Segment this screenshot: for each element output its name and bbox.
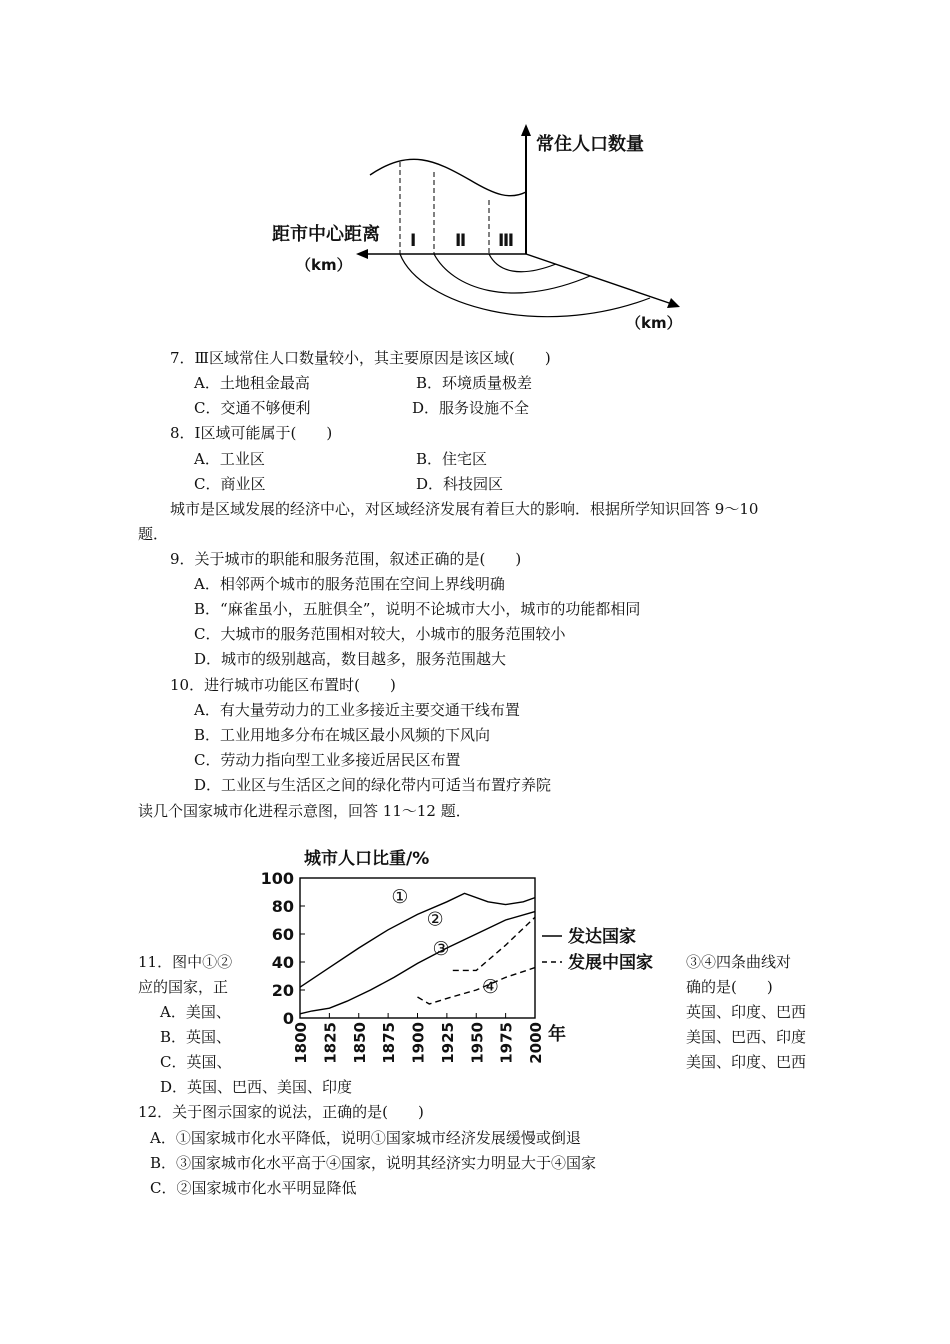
q8-option-b[interactable]: B．住宅区 [416,450,488,468]
q7-option-b[interactable]: B．环境质量极差 [416,374,533,392]
x-tick-label: 2000 [527,1022,545,1064]
q11-option-b-right[interactable]: 美国、巴西、印度 [686,1028,807,1046]
q10-option-a[interactable]: A．有大量劳动力的工业多接近主要交通干线布置 [194,701,520,719]
q9-stem: 9．关于城市的职能和服务范围，叙述正确的是( ) [170,550,522,568]
q9-option-b[interactable]: B．“麻雀虽小，五脏俱全”，说明不论城市大小，城市的功能都相同 [194,600,641,618]
q8-option-a[interactable]: A．工业区 [194,450,265,468]
q7-option-d[interactable]: D．服务设施不全 [412,399,530,417]
series-line [418,968,536,1004]
legend-label: 发展中国家 [568,953,653,973]
y-axis-label: 常住人口数量 [536,134,644,155]
y-tick-label: 20 [271,981,294,1000]
q8-stem: 8．Ⅰ区域可能属于( ) [170,424,333,442]
q11-option-b-left[interactable]: B．英国、 [160,1028,232,1046]
y-axis-arrow [521,124,531,136]
q10-stem: 10．进行城市功能区布置时( ) [170,676,396,694]
q11-line2-right: 确的是( ) [686,978,773,996]
y-tick-label: 40 [271,953,294,972]
q11-option-c-right[interactable]: 美国、印度、巴西 [686,1053,807,1071]
legend-label: 发达国家 [568,927,636,947]
q8-option-c[interactable]: C．商业区 [194,475,266,493]
series-label: ③ [432,938,450,960]
zone-label-3: Ⅲ [498,231,515,251]
zone-label-1: Ⅰ [410,231,417,251]
q11-line2-left: 应的国家，正 [138,978,229,996]
x-tick-label: 1900 [409,1022,428,1064]
q11-stem-right: ③④四条曲线对 [686,953,792,971]
series-line [300,912,535,1014]
population-distance-diagram [260,120,690,340]
q10-option-c[interactable]: C．劳动力指向型工业多接近居民区布置 [194,751,461,769]
q11-option-a-right[interactable]: 英国、印度、巴西 [686,1003,807,1021]
population-curve [370,159,526,195]
q9-option-d[interactable]: D．城市的级别越高，数目越多，服务范围越大 [194,650,507,668]
q8-option-d[interactable]: D．科技园区 [416,475,504,493]
x-tick-label: 1800 [292,1022,310,1064]
q12-option-c[interactable]: C．②国家城市化水平明显降低 [150,1179,357,1197]
q10-option-b[interactable]: B．工业用地多分布在城区最小风频的下风向 [194,726,491,744]
q11-option-a-left[interactable]: A．美国、 [160,1003,231,1021]
intro-9-10-line1: 城市是区域发展的经济中心，对区域经济发展有着巨大的影响．根据所学知识回答 9～10 [170,500,759,518]
x-tick-label: 1850 [350,1022,369,1064]
x-axis-title: 年 [548,1024,566,1045]
q11-stem-left: 11．图中①② [138,953,233,971]
urbanization-chart [250,842,680,1074]
y-tick-label: 80 [271,897,294,916]
q11-option-d[interactable]: D．英国、巴西、美国、印度 [160,1078,353,1096]
x-axis-unit: （km） [296,256,352,274]
arc-axis [526,254,672,304]
x-tick-label: 1950 [468,1022,487,1064]
q12-stem: 12．关于图示国家的说法，正确的是( ) [138,1103,424,1121]
x-tick-label: 1875 [380,1022,399,1064]
series-line [300,893,535,987]
series-label: ④ [481,975,499,998]
q10-option-d[interactable]: D．工业区与生活区之间的绿化带内可适当布置疗养院 [194,776,552,794]
zone-arc [400,254,650,317]
x-tick-label: 1825 [321,1022,340,1064]
y-tick-label: 0 [282,1009,294,1028]
x-tick-label: 1925 [438,1022,457,1064]
series-label: ② [426,908,444,931]
q9-option-a[interactable]: A．相邻两个城市的服务范围在空间上界线明确 [194,575,505,593]
q9-option-c[interactable]: C．大城市的服务范围相对较大，小城市的服务范围较小 [194,625,566,643]
q7-option-c[interactable]: C．交通不够便利 [194,399,311,417]
chart-title: 城市人口比重/% [304,849,430,869]
zone-label-2: Ⅱ [455,231,467,251]
x-axis-label: 距市中心距离 [272,224,380,245]
q12-option-b[interactable]: B．③国家城市化水平高于④国家，说明其经济实力明显大于④国家 [150,1154,597,1172]
q7-stem: 7．Ⅲ区域常住人口数量较小，其主要原因是该区域( ) [170,349,551,367]
q12-option-a[interactable]: A．①国家城市化水平降低，说明①国家城市经济发展缓慢或倒退 [150,1129,581,1147]
zone-arc [434,254,590,293]
y-tick-label: 100 [260,869,294,888]
series-label: ① [391,886,409,909]
intro-11-12: 读几个国家城市化进程示意图，回答 11～12 题． [138,802,471,820]
q7-option-a[interactable]: A．土地租金最高 [194,374,310,392]
x-axis-arrow [356,249,368,259]
zone-arc [489,254,556,272]
x-tick-label: 1975 [497,1022,516,1064]
q11-option-c-left[interactable]: C．英国、 [160,1053,232,1071]
y-tick-label: 60 [271,925,294,944]
arc-axis-unit: （km） [626,314,682,332]
intro-9-10-line2: 题． [138,525,169,543]
